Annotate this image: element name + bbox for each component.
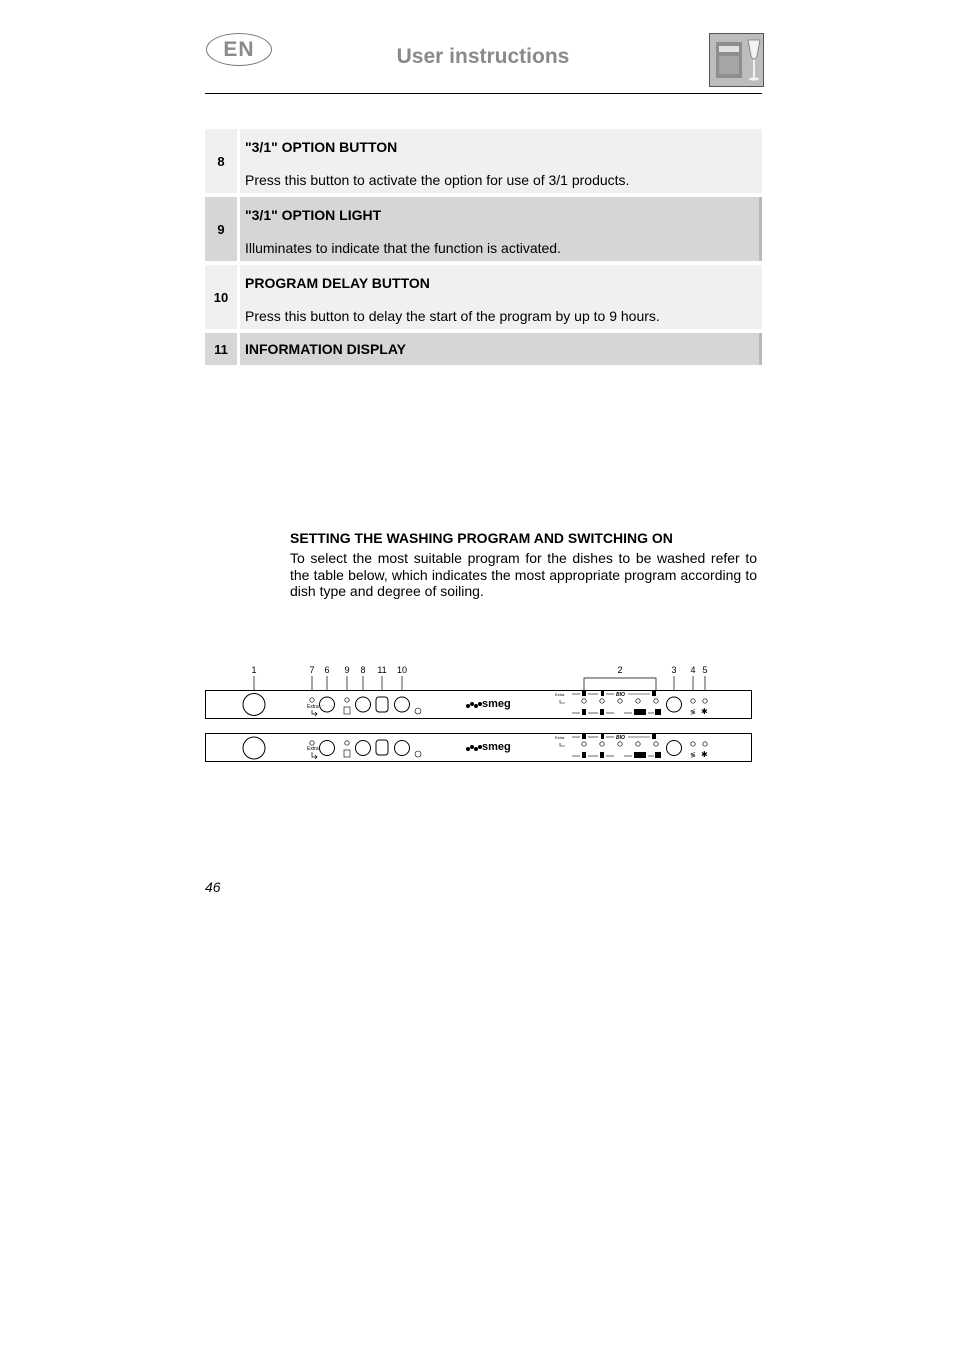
callout-label: 11 [377, 665, 387, 675]
callout-label: 7 [309, 665, 315, 675]
callout-label: 6 [324, 665, 330, 675]
salt-icon: ✱ [701, 750, 708, 759]
bio-label: BIO [616, 735, 625, 741]
extra-label: Extra [307, 746, 319, 752]
table-row [205, 129, 762, 193]
extra-label: Extra [555, 692, 565, 697]
option-title: "3/1" OPTION BUTTON [245, 139, 398, 155]
section-paragraph: To select the most suitable program for the dishes to be washed refer to the table below, which indicates the most appropriate program according to dish type and degree of soiling. [290, 550, 757, 599]
page-header-title: User instructions [396, 45, 570, 68]
dishwasher-thumbnail-icon [709, 33, 764, 87]
option-title: INFORMATION DISPLAY [245, 340, 407, 357]
salt-icon: ✱ [701, 707, 708, 716]
option-number: 9 [205, 197, 237, 261]
washing-program-section [290, 530, 757, 600]
table-row [205, 265, 762, 329]
rinse-aid-icon: ≶ [690, 709, 696, 716]
control-panel-top [206, 691, 752, 719]
option-cell [240, 265, 762, 329]
page-number: 46 [205, 879, 221, 895]
options-table [205, 129, 762, 369]
control-panel-diagram [204, 660, 754, 766]
section-heading: SETTING THE WASHING PROGRAM AND SWITCHING ON [290, 530, 673, 546]
option-number: 8 [205, 129, 237, 193]
callout-label: 5 [702, 665, 708, 675]
option-number: 10 [205, 265, 237, 329]
option-cell [240, 333, 762, 365]
extra-label: Extra [555, 735, 565, 740]
option-description: Press this button to activate the option for use of 3/1 products. [245, 172, 630, 188]
header-divider [205, 93, 762, 94]
option-cell [240, 129, 762, 193]
option-title: "3/1" OPTION LIGHT [245, 207, 382, 223]
brand-label: smeg [482, 741, 511, 753]
table-row [205, 197, 762, 261]
language-badge: EN [206, 33, 272, 66]
brand-label: smeg [482, 698, 511, 710]
callout-label: 1 [251, 665, 257, 675]
control-panel-bottom [206, 734, 752, 762]
callout-label: 10 [396, 665, 408, 675]
table-row [205, 333, 762, 365]
extra-label: Extra [307, 704, 319, 710]
option-number: 11 [205, 333, 237, 365]
rinse-aid-icon: ≶ [690, 752, 696, 759]
callout-label: 8 [360, 665, 366, 675]
option-description: Press this button to delay the start of the program by up to 9 hours. [245, 308, 660, 324]
option-cell [240, 197, 762, 261]
option-description: Illuminates to indicate that the function is activated. [245, 240, 561, 256]
callout-label: 2 [617, 665, 623, 675]
bio-label: BIO [616, 692, 625, 698]
callout-label: 3 [671, 665, 677, 675]
callout-label: 4 [690, 665, 696, 675]
callout-label: 9 [344, 665, 350, 675]
option-title: PROGRAM DELAY BUTTON [245, 275, 430, 291]
